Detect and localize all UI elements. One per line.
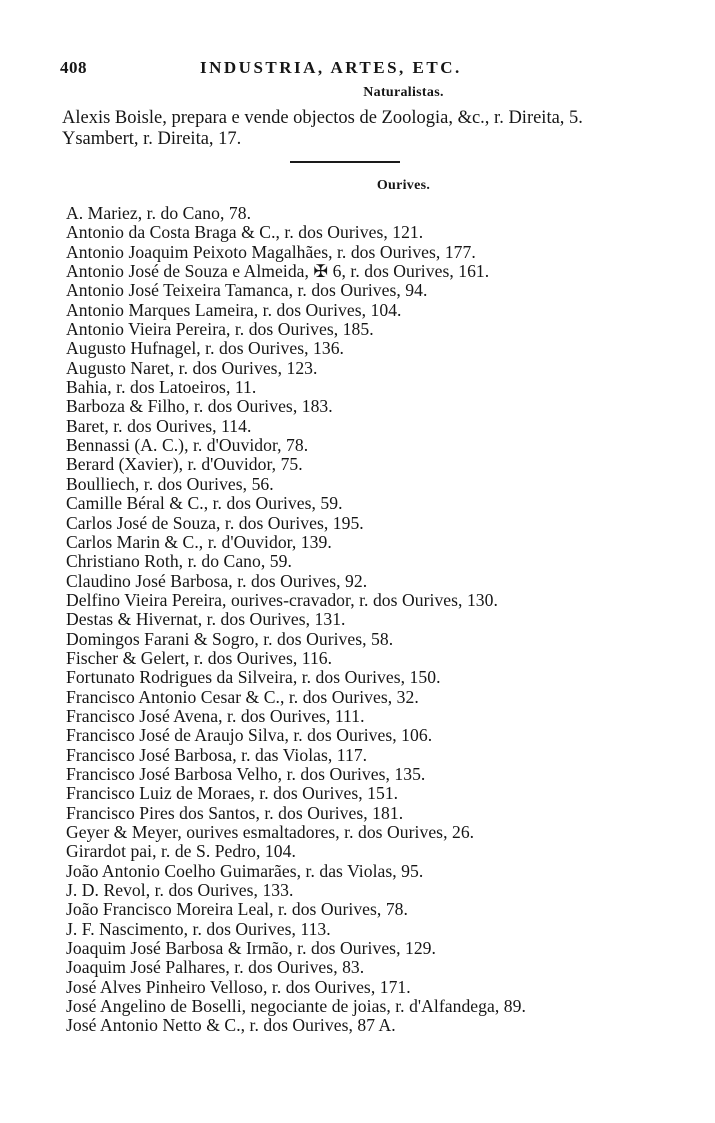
list-item: Carlos Marin & C., r. d'Ouvidor, 139. bbox=[66, 531, 332, 552]
list-item: Fischer & Gelert, r. dos Ourives, 116. bbox=[66, 647, 333, 668]
list-item: Antonio José de Souza e Almeida, ✠ 6, r. dos Ourives, 161. bbox=[66, 261, 490, 282]
list-item: Augusto Hufnagel, r. dos Ourives, 136. bbox=[66, 338, 344, 359]
list-item: J. D. Revol, r. dos Ourives, 133. bbox=[66, 880, 294, 901]
list-item: Delfino Vieira Pereira, ourives-cravador, r. dos Ourives, 130. bbox=[66, 589, 498, 610]
list-item: José Alves Pinheiro Velloso, r. dos Ourives, 171. bbox=[66, 976, 411, 997]
list-item: Destas & Hivernat, r. dos Ourives, 131. bbox=[66, 609, 346, 630]
naturalistas-list bbox=[62, 108, 662, 150]
list-item: Augusto Naret, r. dos Ourives, 123. bbox=[66, 357, 318, 378]
list-item: Antonio Marques Lameira, r. dos Ourives, 104. bbox=[66, 299, 402, 320]
list-item: Ysambert, r. Direita, 17. bbox=[62, 129, 242, 149]
list-item: Baret, r. dos Ourives, 114. bbox=[66, 415, 252, 436]
list-item: Alexis Boisle, prepara e vende objectos de Zoologia, &c., r. Direita, 5. bbox=[62, 108, 583, 128]
list-item: Joaquim José Barbosa & Irmão, r. dos Ourives, 129. bbox=[66, 938, 436, 959]
section-heading-ourives: Ourives. bbox=[376, 178, 431, 193]
list-item: Fortunato Rodrigues da Silveira, r. dos Ourives, 150. bbox=[66, 667, 441, 688]
list-item: João Antonio Coelho Guimarães, r. das Violas, 95. bbox=[66, 860, 424, 881]
list-item: Antonio Vieira Pereira, r. dos Ourives, 185. bbox=[66, 319, 374, 340]
list-item: Francisco José Avena, r. dos Ourives, 111. bbox=[66, 705, 365, 726]
list-item: José Antonio Netto & C., r. dos Ourives, 87 A. bbox=[66, 1015, 396, 1036]
list-item: Joaquim José Palhares, r. dos Ourives, 83. bbox=[66, 957, 365, 978]
list-item: Berard (Xavier), r. d'Ouvidor, 75. bbox=[66, 454, 303, 475]
list-item: Claudino José Barbosa, r. dos Ourives, 92. bbox=[66, 570, 368, 591]
list-item: João Francisco Moreira Leal, r. dos Ourives, 78. bbox=[66, 899, 408, 920]
list-item: Francisco José Barbosa, r. das Violas, 117. bbox=[66, 744, 368, 765]
list-item: Antonio José Teixeira Tamanca, r. dos Ourives, 94. bbox=[66, 280, 428, 301]
list-item: Boulliech, r. dos Ourives, 56. bbox=[66, 473, 274, 494]
list-item: Francisco Luiz de Moraes, r. dos Ourives, 151. bbox=[66, 783, 399, 804]
list-item: Girardot pai, r. de S. Pedro, 104. bbox=[66, 841, 296, 862]
section-heading-naturalistas: Naturalistas. bbox=[363, 85, 444, 100]
list-item: Francisco Antonio Cesar & C., r. dos Ourives, 32. bbox=[66, 686, 419, 707]
list-item: Carlos José de Souza, r. dos Ourives, 195. bbox=[66, 512, 364, 533]
list-item: Francisco José Barbosa Velho, r. dos Ourives, 135. bbox=[66, 763, 426, 784]
page-number: 408 bbox=[60, 58, 87, 77]
list-item: Francisco José de Araujo Silva, r. dos Ourives, 106. bbox=[66, 725, 433, 746]
list-item: A. Mariez, r. do Cano, 78. bbox=[66, 203, 252, 223]
list-item: Bahia, r. dos Latoeiros, 11. bbox=[66, 377, 257, 398]
list-item: José Angelino de Boselli, negociante de joias, r. d'Alfandega, 89. bbox=[66, 996, 526, 1017]
list-item: Francisco Pires dos Santos, r. dos Ourives, 181. bbox=[66, 802, 404, 823]
page-header bbox=[60, 58, 660, 84]
list-item: Domingos Farani & Sogro, r. dos Ourives, 58. bbox=[66, 628, 394, 649]
list-item: J. F. Nascimento, r. dos Ourives, 113. bbox=[66, 918, 331, 939]
list-item: Bennassi (A. C.), r. d'Ouvidor, 78. bbox=[66, 435, 309, 456]
list-item: Christiano Roth, r. do Cano, 59. bbox=[66, 551, 292, 572]
list-item: Antonio da Costa Braga & C., r. dos Ourives, 121. bbox=[66, 222, 424, 243]
list-item: Geyer & Meyer, ourives esmaltadores, r. dos Ourives, 26. bbox=[66, 822, 475, 842]
section-divider bbox=[290, 161, 400, 163]
running-title: INDUSTRIA, ARTES, ETC. bbox=[200, 58, 462, 77]
list-item: Antonio Joaquim Peixoto Magalhães, r. dos Ourives, 177. bbox=[66, 241, 476, 262]
ourives-list bbox=[66, 204, 666, 1036]
list-item: Camille Béral & C., r. dos Ourives, 59. bbox=[66, 493, 343, 514]
list-item: Barboza & Filho, r. dos Ourives, 183. bbox=[66, 396, 333, 417]
